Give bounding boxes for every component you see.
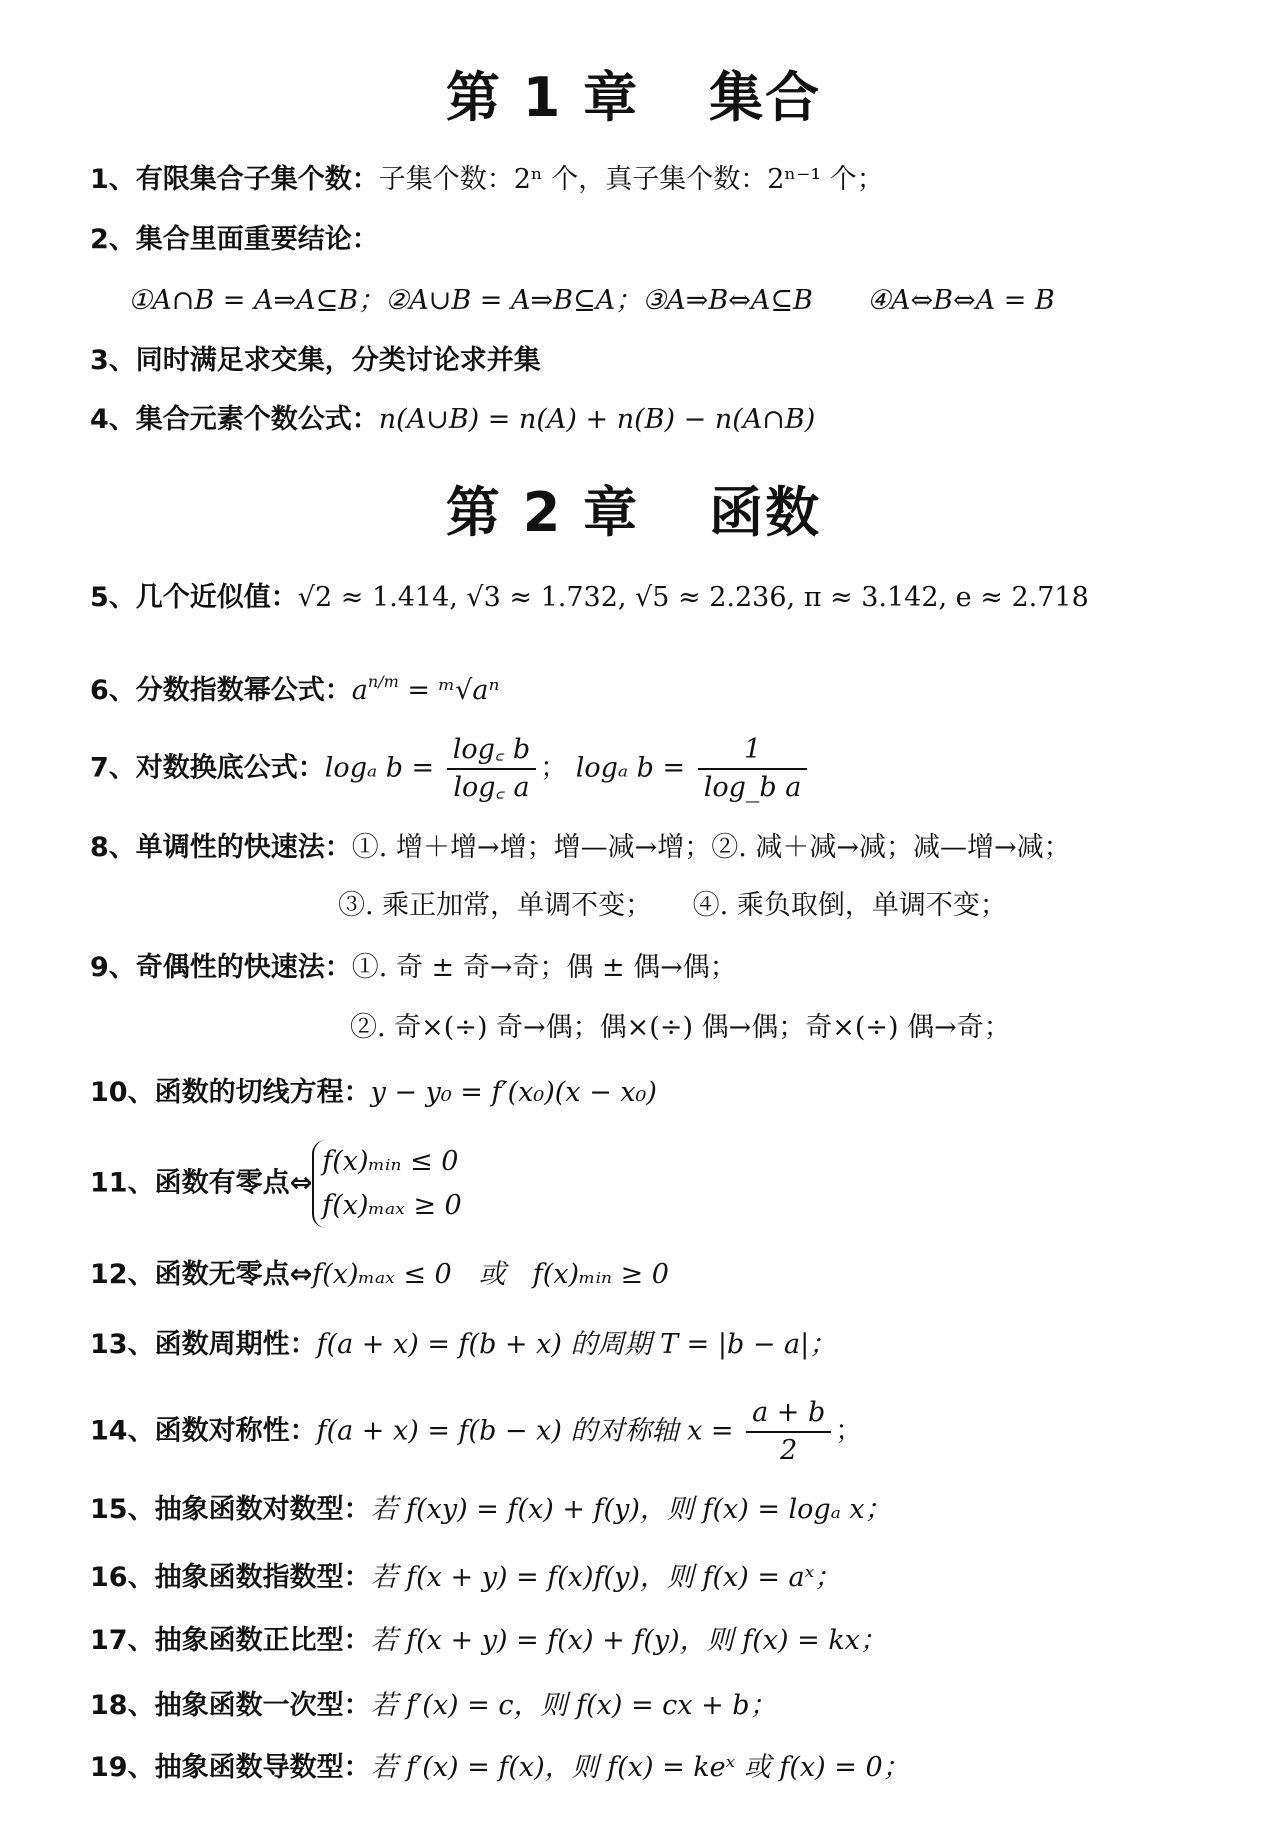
item-6-equals: = [398,675,439,706]
item-2-label: 2、集合里面重要结论： [90,224,379,255]
item-11-cases [312,1140,462,1228]
item-14-numerator: a + b [746,1395,831,1433]
item-14-label: 14、函数对称性： [90,1415,317,1447]
item-14-fraction [746,1395,831,1469]
item-7-fraction-2 [698,732,808,806]
item-10-label: 10、函数的切线方程： [90,1077,371,1108]
item-18-text: 若 f′(x) = c，则 f(x) = cx + b； [370,1690,777,1721]
item-7-lhs-1: logₐ b = [324,752,443,784]
item-7-fraction-1 [447,732,536,806]
item-16 [90,1560,841,1595]
item-19 [90,1750,910,1785]
item-9-label: 9、奇偶性的快速法： [90,952,352,983]
item-9 [90,950,737,985]
item-14 [90,1395,862,1469]
item-7-numerator-2: 1 [698,732,808,770]
item-19-text: 若 f′(x) = f(x)，则 f(x) = keˣ 或 f(x) = 0； [370,1752,910,1783]
item-3-label: 3、同时满足求交集，分类讨论求并集 [90,345,541,376]
item-12-text: f(x)ₘₐₓ ≤ 0 或 f(x)ₘᵢₙ ≥ 0 [312,1259,669,1290]
item-10-text: y − y₀ = f′(x₀)(x − x₀) [370,1077,657,1108]
item-11 [90,1140,462,1228]
item-9-continued [350,1010,1011,1045]
item-8-line-1: ①. 增＋增→增；增—减→增；②. 减＋减→减；减—增→减； [351,832,1071,863]
item-12-label: 12、函数无零点⇔ [90,1259,313,1290]
item-6-base: a [351,675,368,706]
item-15-label: 15、抽象函数对数型： [90,1494,371,1525]
item-11-label: 11、函数有零点⇔ [90,1167,313,1199]
item-5-text: √2 ≈ 1.414, √3 ≈ 1.732, √5 ≈ 2.236, π ≈ 3.142, e ≈ 2.718 [297,582,1089,613]
item-17 [90,1623,887,1658]
item-6-radical: ᵐ√aⁿ [438,675,500,706]
item-17-label: 17、抽象函数正比型： [90,1625,371,1656]
item-6 [90,665,499,708]
chapter-2-title: 函数 [709,481,822,544]
item-1 [90,162,884,197]
item-14-denominator: 2 [780,1435,798,1466]
item-8-continued [338,888,1007,923]
item-13 [90,1327,836,1362]
item-9-line-1: ①. 奇 ± 奇→奇；偶 ± 偶→偶； [351,952,737,983]
item-10 [90,1075,657,1110]
item-8-label: 8、单调性的快速法： [90,832,352,863]
item-8-line-2: ③. 乘正加常，单调不变； ④. 乘负取倒，单调不变； [338,890,1007,921]
item-16-text: 若 f(x + y) = f(x)f(y)，则 f(x) = aˣ； [370,1562,842,1593]
item-7-denominator-2: log_b a [703,772,802,803]
item-3 [90,343,541,378]
item-6-exponent: n/m [367,672,399,691]
item-19-label: 19、抽象函数导数型： [90,1752,371,1783]
item-5 [90,580,1089,615]
item-15-text: 若 f(xy) = f(x) + f(y)，则 f(x) = logₐ x； [370,1494,892,1525]
item-11-case-1: f(x)ₘᵢₙ ≤ 0 [322,1146,459,1177]
item-18 [90,1688,777,1723]
item-4 [90,402,815,437]
item-7-numerator-1: log꜀ b [447,732,536,770]
item-11-case-2: f(x)ₘₐₓ ≥ 0 [322,1190,462,1221]
item-12 [90,1257,669,1292]
chapter-2-heading [0,470,1267,547]
item-15 [90,1492,892,1527]
item-13-text: f(a + x) = f(b + x) 的周期 T = |b − a|； [316,1329,837,1360]
item-7-separator: ； [540,752,576,784]
item-9-line-2: ②. 奇×(÷) 奇→偶；偶×(÷) 偶→偶；奇×(÷) 偶→奇； [350,1012,1011,1043]
item-14-end: ； [835,1415,863,1447]
item-18-label: 18、抽象函数一次型： [90,1690,371,1721]
item-17-text: 若 f(x + y) = f(x) + f(y)，则 f(x) = kx； [370,1625,887,1656]
item-4-label: 4、集合元素个数公式： [90,404,379,435]
item-7-lhs-2: logₐ b = [575,752,694,784]
item-6-label: 6、分数指数幂公式： [90,675,352,706]
item-4-text: n(A∪B) = n(A) + n(B) − n(A∩B) [378,404,816,435]
chapter-1-heading [0,55,1267,132]
item-1-label: 1、有限集合子集个数： [90,164,379,195]
item-5-label: 5、几个近似值： [90,582,298,613]
chapter-1-number: 第 1 章 [445,66,640,129]
item-8 [90,830,1071,865]
item-7 [90,732,811,806]
item-2-formulas [128,283,1055,318]
chapter-1-title: 集合 [709,66,822,129]
item-16-label: 16、抽象函数指数型： [90,1562,371,1593]
item-7-denominator-1: log꜀ a [453,772,530,803]
item-7-label: 7、对数换底公式： [90,752,325,784]
item-1-text: 子集个数：2ⁿ 个，真子集个数：2ⁿ⁻¹ 个； [378,164,884,195]
item-13-label: 13、函数周期性： [90,1329,317,1360]
item-14-text: f(a + x) = f(b − x) 的对称轴 x = [316,1415,743,1447]
chapter-2-number: 第 2 章 [445,481,640,544]
item-2 [90,222,379,257]
item-2-text: ①A∩B = A⇒A⊆B；②A∪B = A⇒B⊆A；③A⇒B⇔A⊆B ④A⇔B⇔A = B [128,285,1055,316]
